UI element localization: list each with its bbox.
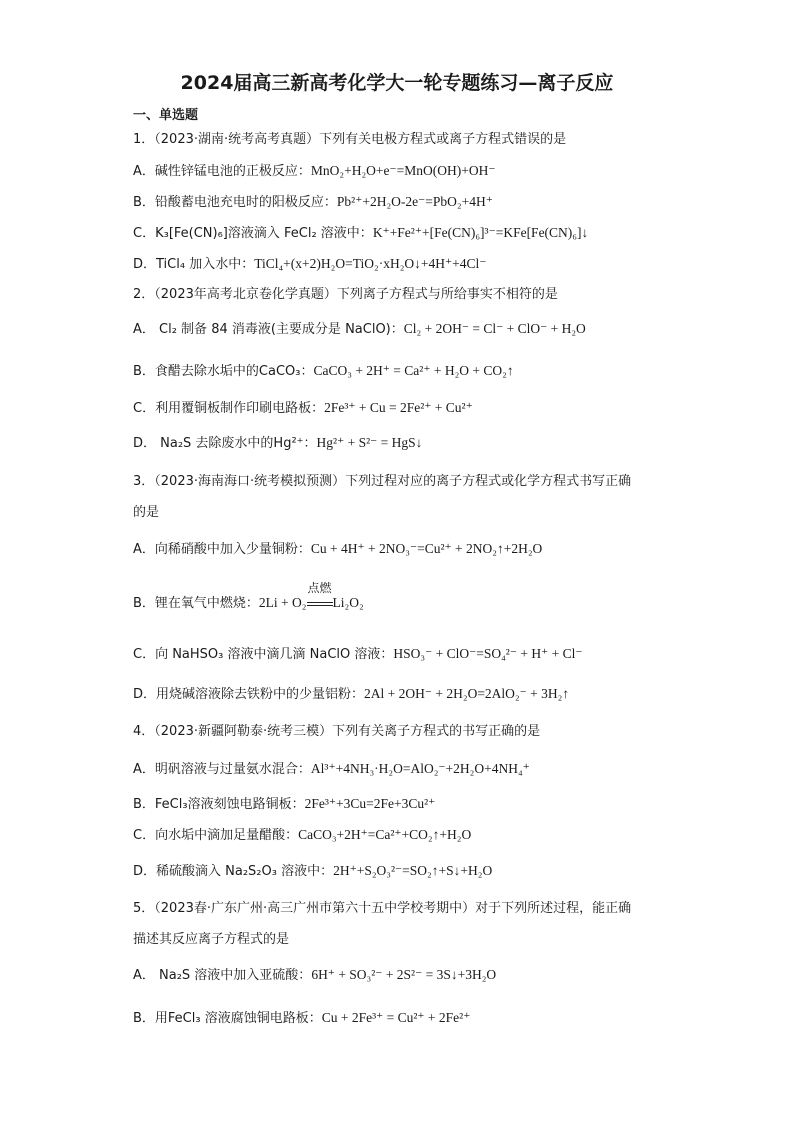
option-label: A．明矾溶液与过量氨水混合：	[133, 762, 311, 777]
option-label: C．向 NaHSO₃ 溶液中滴几滴 NaClO 溶液：	[133, 647, 394, 662]
question-2-option-d	[133, 434, 422, 453]
option-label: B．铅酸蓄电池充电时的阳极反应：	[133, 195, 337, 210]
question-2-option-b	[133, 362, 514, 381]
option-label: C．K₃[Fe(CN)₆]溶液滴入 FeCl₂ 溶液中：	[133, 226, 373, 241]
question-2-option-c	[133, 399, 473, 418]
option-label: B．食醋去除水垢中的CaCO₃：	[133, 364, 314, 379]
equation: MnO₂+H₂O+e⁻=MnO(OH)+OH⁻	[310, 163, 496, 178]
option-label: D． Na₂S 去除废水中的Hg²⁺：	[133, 436, 317, 451]
option-label: A． Cl₂ 制备 84 消毒液(主要成分是 NaClO)：	[133, 322, 404, 337]
question-2-option-a	[133, 320, 586, 339]
equation: 2Fe³⁺+3Cu=2Fe+3Cu²⁺	[304, 796, 436, 811]
equation: 6H⁺ + SO₃²⁻ + 2S²⁻ = 3S↓+3H₂O	[311, 967, 497, 982]
condition-text: 点燃	[307, 581, 332, 595]
question-3-option-b	[133, 581, 364, 613]
equation: Cu + 4H⁺ + 2NO₃⁻=Cu²⁺ + 2NO₂↑+2H₂O	[310, 541, 543, 556]
question-2-stem: 2．（2023年高考北京卷化学真题）下列离子方程式与所给事实不相符的是	[133, 287, 558, 302]
option-label: A．碱性锌锰电池的正极反应：	[133, 164, 311, 179]
option-label: D．稀硫酸滴入 Na₂S₂O₃ 溶液中：	[133, 864, 334, 879]
option-label: A． Na₂S 溶液中加入亚硫酸：	[133, 968, 312, 983]
option-label: B．FeCl₃溶液刻蚀电路铜板：	[133, 797, 305, 812]
question-1-option-b	[133, 193, 493, 212]
option-label: C．利用覆铜板制作印刷电路板：	[133, 401, 325, 416]
equals-bar	[307, 602, 333, 606]
equation-reactants: 2Li + O₂	[258, 595, 307, 610]
equation: 2Fe³⁺ + Cu = 2Fe²⁺ + Cu²⁺	[324, 400, 473, 415]
question-3-option-c	[133, 645, 582, 664]
page-title: 2024届高三新高考化学大一轮专题练习—离子反应	[180, 72, 614, 94]
question-1-option-d	[133, 255, 486, 274]
question-3-stem-continued: 的是	[133, 505, 160, 520]
option-label: B．锂在氧气中燃烧：	[133, 596, 259, 611]
question-3-option-a	[133, 540, 542, 559]
equation: Cu + 2Fe³⁺ = Cu²⁺ + 2Fe²⁺	[321, 1010, 471, 1025]
equation: Hg²⁺ + S²⁻ = HgS↓	[316, 435, 423, 450]
question-3-option-d	[133, 685, 569, 704]
question-4-option-d	[133, 862, 492, 881]
equation: Al³⁺+4NH₃·H₂O=AlO₂⁻+2H₂O+4NH₄⁺	[310, 761, 530, 776]
reaction-condition	[307, 581, 333, 613]
equation: 2Al + 2OH⁻ + 2H₂O=2AlO₂⁻ + 3H₂↑	[364, 686, 570, 701]
equation: 2H⁺+S₂O₃²⁻=SO₂↑+S↓+H₂O	[333, 863, 493, 878]
question-5-option-a	[133, 966, 496, 985]
equation: K⁺+Fe²⁺+[Fe(CN)₆]³⁻=KFe[Fe(CN)₆]↓	[372, 225, 589, 240]
question-3-stem: 3．（2023·海南海口·统考模拟预测）下列过程对应的离子方程式或化学方程式书写正确	[133, 474, 632, 489]
equation: Cl₂ + 2OH⁻ = Cl⁻ + ClO⁻ + H₂O	[403, 321, 586, 336]
question-1-stem: 1．（2023·湖南·统考高考真题）下列有关电极方程式或离子方程式错误的是	[133, 132, 567, 147]
question-5-stem-continued: 描述其反应离子方程式的是	[133, 932, 290, 947]
question-1-option-a	[133, 162, 496, 181]
equation: HSO₃⁻ + ClO⁻=SO₄²⁻ + H⁺ + Cl⁻	[393, 646, 583, 661]
question-1-option-c	[133, 224, 588, 243]
equation: CaCO₃ + 2H⁺ = Ca²⁺ + H₂O + CO₂↑	[313, 363, 514, 378]
equation-products: Li₂O₂	[332, 595, 364, 610]
section-heading: 一、单选题	[133, 108, 199, 123]
question-4-option-a	[133, 760, 530, 779]
option-label: B．用FeCl₃ 溶液腐蚀铜电路板：	[133, 1011, 322, 1026]
question-4-option-b	[133, 795, 435, 814]
option-label: D．TiCl₄ 加入水中：	[133, 257, 255, 272]
equation: Pb²⁺+2H₂O-2e⁻=PbO₂+4H⁺	[336, 194, 493, 209]
equation: CaCO₃+2H⁺=Ca²⁺+CO₂↑+H₂O	[298, 827, 472, 842]
question-4-stem: 4．（2023·新疆阿勒泰·统考三模）下列有关离子方程式的书写正确的是	[133, 724, 541, 739]
option-label: C．向水垢中滴加足量醋酸：	[133, 828, 299, 843]
question-5-option-b	[133, 1009, 470, 1028]
option-label: D．用烧碱溶液除去铁粉中的少量铝粉：	[133, 687, 365, 702]
option-label: A．向稀硝酸中加入少量铜粉：	[133, 542, 311, 557]
question-4-option-c	[133, 826, 471, 845]
equation: TiCl₄+(x+2)H₂O=TiO₂·xH₂O↓+4H⁺+4Cl⁻	[254, 256, 487, 271]
question-5-stem: 5．（2023春·广东广州·高三广州市第六十五中学校考期中）对于下列所述过程，能正确	[133, 901, 632, 916]
